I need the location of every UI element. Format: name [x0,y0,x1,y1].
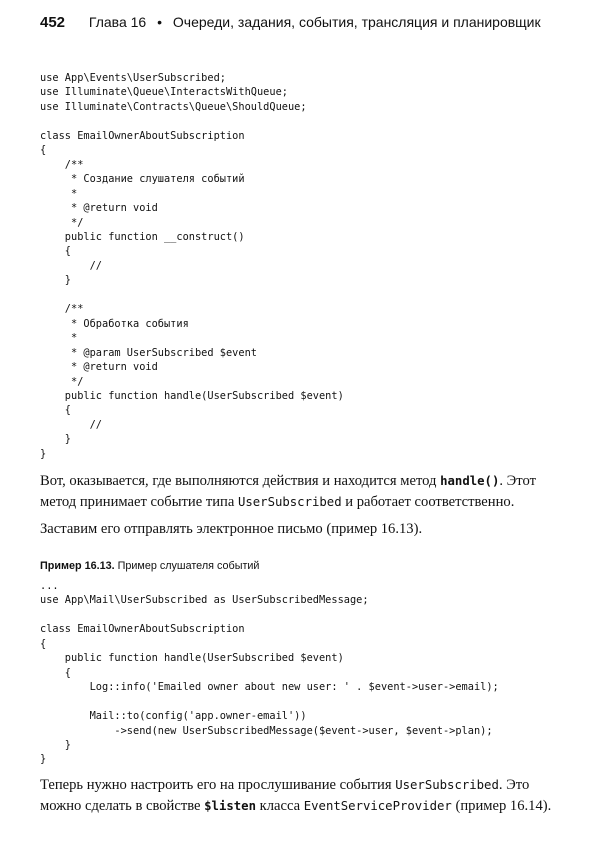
paragraph-listen-config [40,775,565,817]
example-caption [40,560,259,572]
text-segment: Теперь нужно настроить его на прослушивание события [40,777,396,793]
paragraph-send-email: Заставим его отправлять электронное письмо (пример 16.13). [40,521,423,537]
chapter-label: Глава 16 [88,14,147,30]
chapter-title: Очереди, задания, события, трансляция и планировщик [172,14,541,30]
text-segment: . Этот метод принимает событие типа [40,473,536,510]
text-segment: . Это можно сделать в свойстве [40,777,530,814]
text-segment: и работает соответственно. [341,494,515,510]
inline-code-listen: $listen [204,799,256,813]
inline-code-handle: handle() [440,474,500,488]
inline-code-usersubscribed: UserSubscribed [237,495,342,509]
header-bullet: • [157,14,162,30]
inline-code-eventserviceprovider: EventServiceProvider [303,799,452,813]
inline-code-usersubscribed: UserSubscribed [395,778,499,792]
text-segment: Вот, оказывается, где выполняются действия и находится метод [40,473,441,489]
text-segment: (пример 16.14). [451,798,552,814]
page-number: 452 [40,14,66,31]
text-segment: класса [255,798,304,814]
example-title: Пример слушателя событий [114,560,260,572]
example-number: Пример 16.13. [40,560,115,572]
running-header [40,14,580,36]
paragraph-handle-method [40,471,565,513]
code-listing-example-16-13: ... use App\Mail\UserSubscribed as UserSubscribedMessage; class EmailOwnerAboutSubscription { public function handle(UserSubscribed $event) { Log::info('Emailed owner about new user: ' . $event->user->email); Mail::to(config('app.owner-email')) ->send(new UserSubscribedMessage($event->user, $event->plan); } } [40,580,499,766]
code-listing-listener-stub: use App\Events\UserSubscribed; use Illuminate\Queue\InteractsWithQueue; use Illuminate\Contracts\Queue\ShouldQueue; class EmailOwnerAboutSubscription { /** * Создание слушателя событий * * @return void */ public function __construct() { // } /** * Обработка события * * @param UserSubscribed $event * @return void */ public function handle(UserSubscribed $event) { // } } [40,72,344,460]
